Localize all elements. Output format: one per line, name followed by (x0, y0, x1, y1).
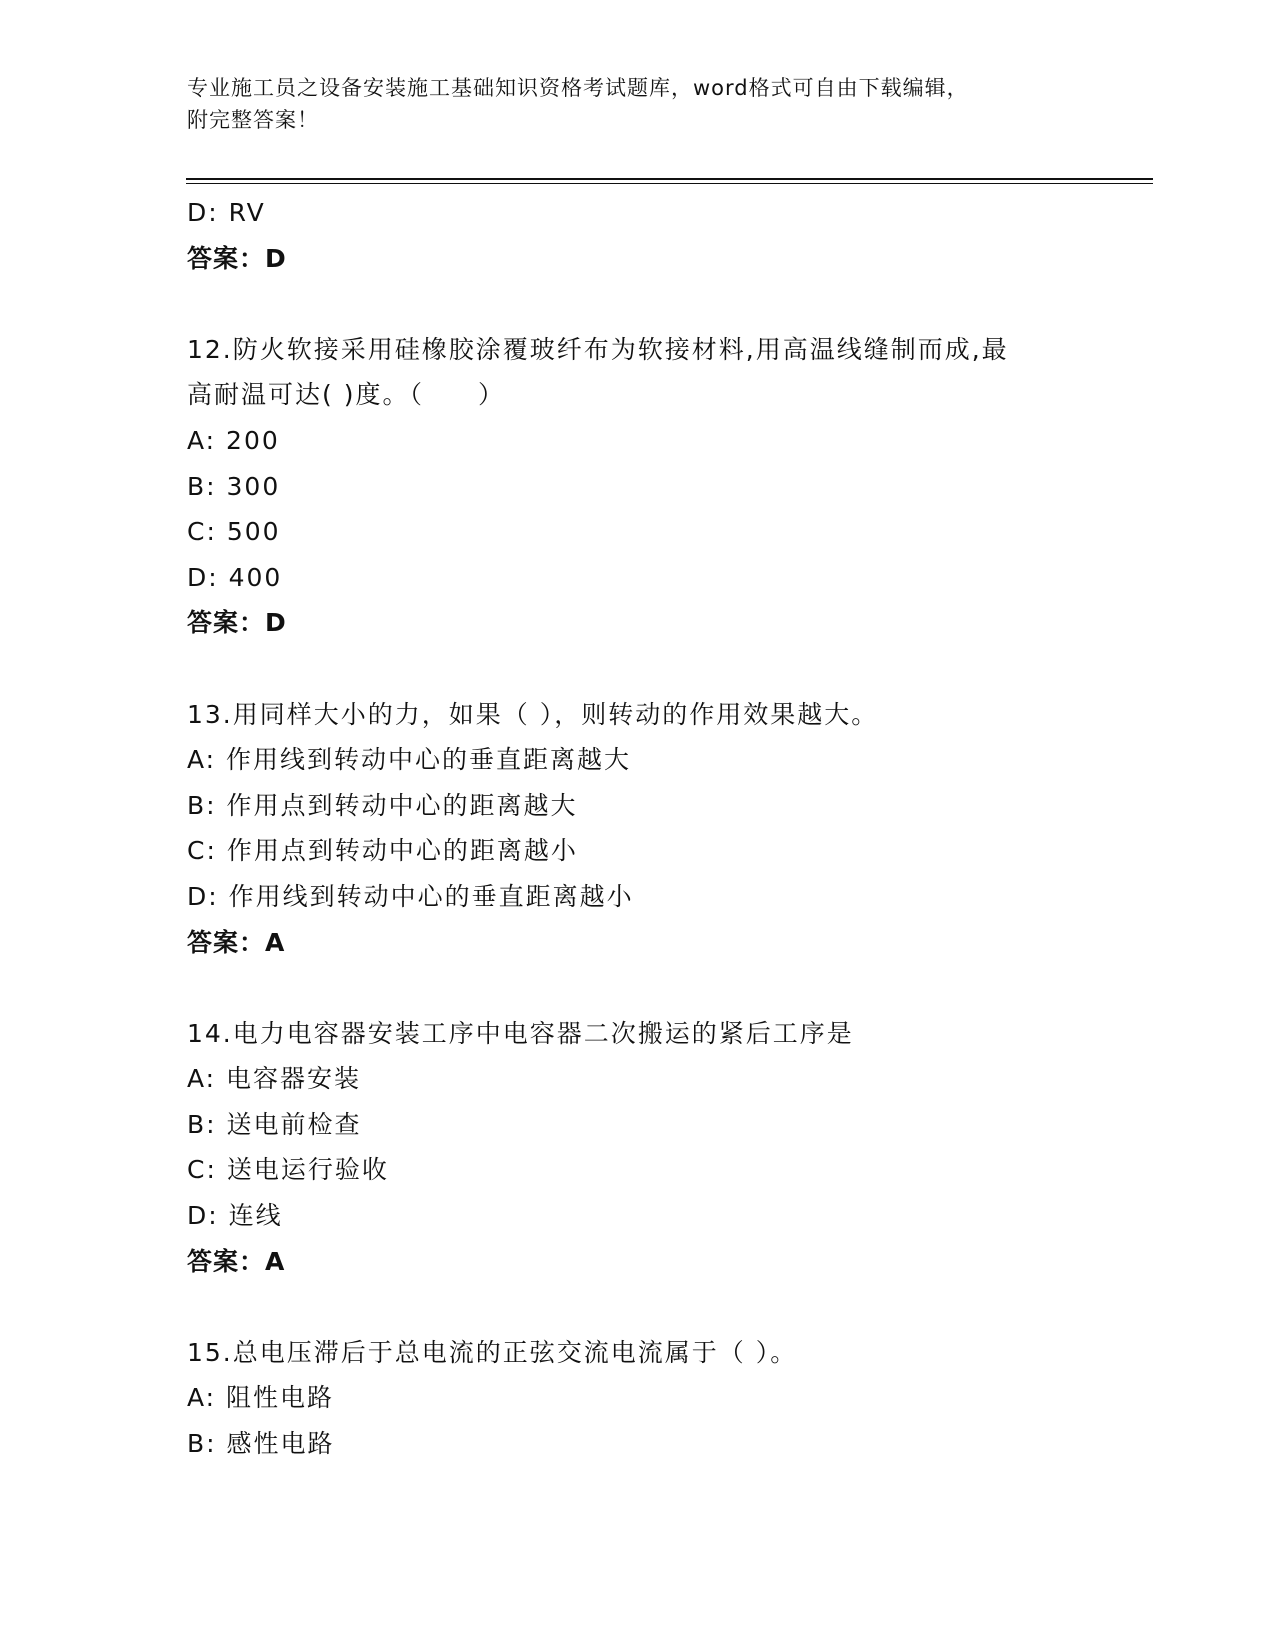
spacer (187, 281, 1117, 327)
spacer (187, 965, 1117, 1011)
option-d: D: 连线 (187, 1201, 283, 1231)
question-stem: 12.防火软接采用硅橡胶涂覆玻纤布为软接材料,用高温线缝制而成,最 (187, 334, 1009, 364)
option-d: D: RV (187, 198, 266, 227)
question-stem-continued: 高耐温可达( )度。（ ） (187, 380, 505, 410)
header-title-line-1: 专业施工员之设备安装施工基础知识资格考试题库，word格式可自由下载编辑， (187, 76, 969, 100)
question-stem: 14.电力电容器安装工序中电容器二次搬运的紧后工序是 (187, 1018, 854, 1048)
option-c: C: 送电运行验收 (187, 1155, 389, 1185)
option-a: A: 电容器安装 (187, 1064, 362, 1094)
document-header (187, 72, 1087, 136)
answer-line: 答案：D (187, 243, 287, 273)
option-b: B: 送电前检查 (187, 1109, 362, 1139)
option-a: A: 200 (187, 425, 280, 455)
option-d: D: 作用线到转动中心的垂直距离越小 (187, 881, 634, 911)
spacer (187, 1284, 1117, 1330)
previous-question-fragment (187, 190, 1117, 281)
option-a: A: 作用线到转动中心的垂直距离越大 (187, 745, 632, 775)
option-c: C: 500 (187, 517, 281, 547)
question-14 (187, 1011, 1117, 1285)
answer-line: 答案：D (187, 608, 287, 638)
option-c: C: 作用点到转动中心的距离越小 (187, 836, 578, 866)
option-d: D: 400 (187, 562, 283, 592)
header-title-line-2: 附完整答案！ (187, 108, 319, 132)
option-a: A: 阻性电路 (187, 1383, 335, 1413)
answer-line: 答案：A (187, 927, 286, 957)
question-13 (187, 692, 1117, 966)
header-rule-thick (186, 178, 1153, 180)
question-stem: 15.总电压滞后于总电流的正弦交流电流属于（ ）。 (187, 1337, 798, 1367)
question-list (187, 190, 1117, 1467)
option-b: B: 感性电路 (187, 1429, 335, 1459)
question-15 (187, 1330, 1117, 1467)
header-rule-thin (186, 183, 1153, 184)
answer-line: 答案：A (187, 1246, 286, 1276)
option-b: B: 作用点到转动中心的距离越大 (187, 790, 578, 820)
spacer (187, 646, 1117, 692)
question-12 (187, 327, 1117, 646)
question-stem: 13.用同样大小的力，如果（ ），则转动的作用效果越大。 (187, 699, 879, 729)
option-b: B: 300 (187, 471, 281, 501)
